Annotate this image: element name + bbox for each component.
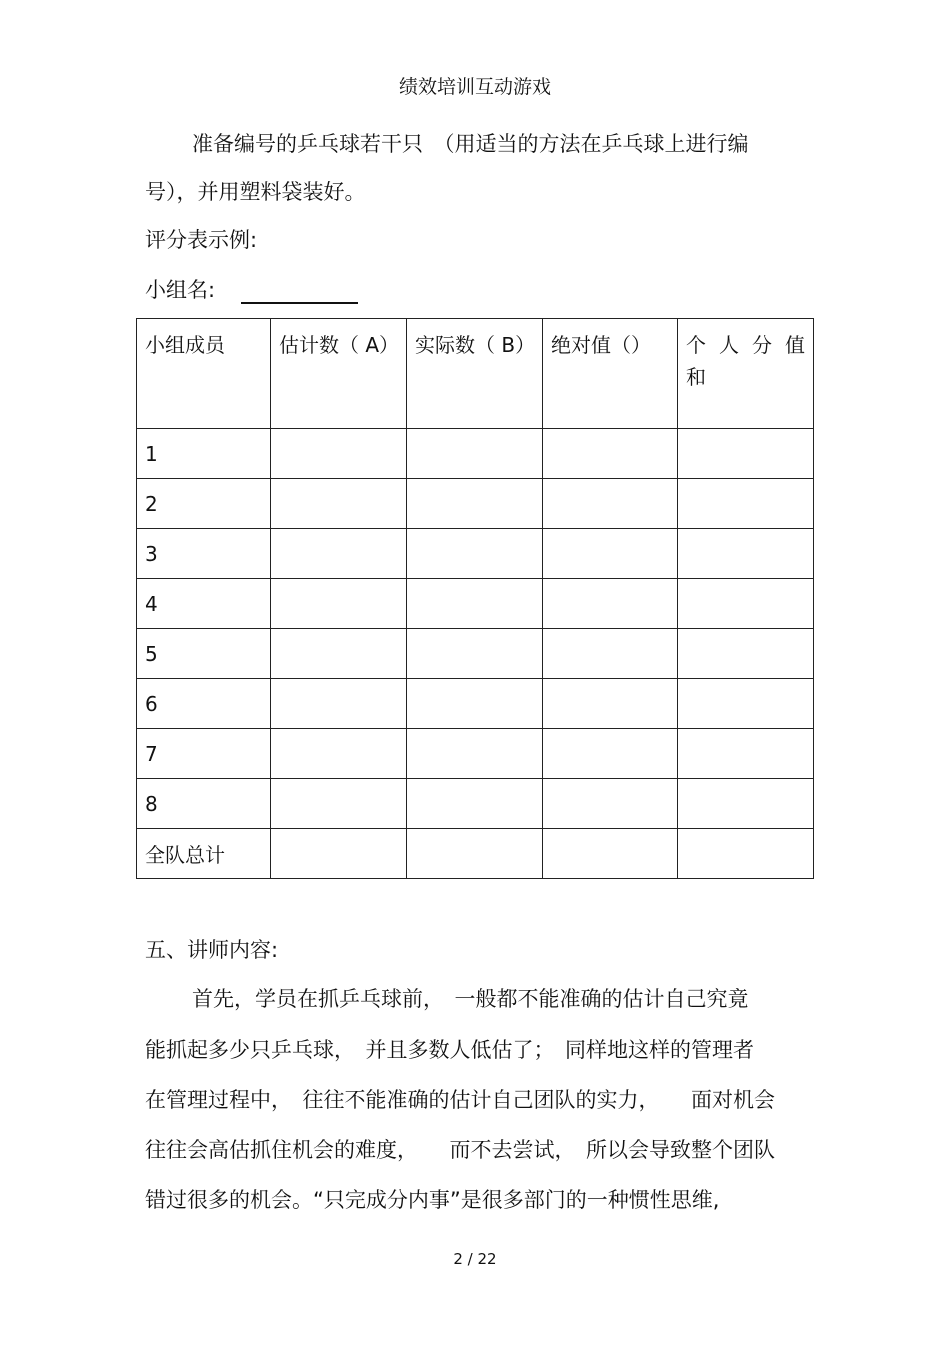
table-row bbox=[137, 679, 814, 729]
table-cell: 8 bbox=[137, 779, 271, 829]
header-cell-score-sum: 个 人 分 值 和 bbox=[678, 319, 814, 429]
header-cell-actual: 实际数（ B） bbox=[407, 319, 543, 429]
table-cell bbox=[407, 629, 543, 679]
table-row bbox=[137, 779, 814, 829]
document-title: 绩效培训互动游戏 bbox=[398, 76, 551, 98]
body-line-3: 在管理过程中， 往往不能准确的估计自己团队的实力， 面对机会 bbox=[145, 1088, 775, 1112]
intro-line-2: 号），并用塑料袋装好。 bbox=[145, 180, 366, 204]
table-row bbox=[137, 529, 814, 579]
table-row bbox=[137, 429, 814, 479]
table-cell: 全队总计 bbox=[137, 829, 271, 879]
table-header-row bbox=[137, 319, 814, 429]
table-cell bbox=[543, 779, 678, 829]
body-line-4: 往往会高估抓住机会的难度， 而不去尝试， 所以会导致整个团队 bbox=[145, 1138, 775, 1162]
group-name-blank bbox=[241, 302, 358, 304]
table-cell bbox=[678, 779, 814, 829]
table-cell bbox=[271, 479, 407, 529]
table-cell bbox=[407, 479, 543, 529]
table-cell bbox=[271, 829, 407, 879]
table-cell bbox=[271, 529, 407, 579]
table-cell bbox=[678, 629, 814, 679]
table-cell bbox=[543, 729, 678, 779]
table-cell: 1 bbox=[137, 429, 271, 479]
table-cell bbox=[543, 579, 678, 629]
table-cell: 2 bbox=[137, 479, 271, 529]
table-cell bbox=[407, 579, 543, 629]
table-cell bbox=[271, 729, 407, 779]
table-cell: 5 bbox=[137, 629, 271, 679]
body-line-1: 首先，学员在抓乒乓球前， 一般都不能准确的估计自己究竟 bbox=[192, 987, 749, 1011]
table-cell bbox=[271, 779, 407, 829]
section-heading: 五、讲师内容: bbox=[145, 938, 279, 962]
table-cell bbox=[271, 579, 407, 629]
intro-line-1: 准备编号的乒乓球若干只 （用适当的方法在乒乓球上进行编 bbox=[192, 132, 749, 156]
table-cell bbox=[678, 829, 814, 879]
table-cell bbox=[678, 429, 814, 479]
table-cell: 7 bbox=[137, 729, 271, 779]
body-line-5: 错过很多的机会。“只完成分内事”是很多部门的一种惯性思维, bbox=[145, 1188, 720, 1212]
table-cell bbox=[543, 479, 678, 529]
table-cell bbox=[678, 579, 814, 629]
table-cell: 3 bbox=[137, 529, 271, 579]
table-cell bbox=[543, 429, 678, 479]
score-table bbox=[136, 318, 814, 879]
table-cell bbox=[407, 729, 543, 779]
table-cell bbox=[543, 679, 678, 729]
table-cell bbox=[678, 729, 814, 779]
header-cell-member: 小组成员 bbox=[137, 319, 271, 429]
table-cell bbox=[271, 429, 407, 479]
table-cell bbox=[678, 479, 814, 529]
table-cell bbox=[407, 779, 543, 829]
score-example-label: 评分表示例: bbox=[145, 228, 258, 252]
table-cell bbox=[407, 529, 543, 579]
page-number: 2 / 22 bbox=[453, 1250, 497, 1268]
group-name-label: 小组名: bbox=[145, 278, 216, 302]
table-row bbox=[137, 629, 814, 679]
table-total-row bbox=[137, 829, 814, 879]
table-cell bbox=[678, 679, 814, 729]
table-cell bbox=[271, 629, 407, 679]
table-cell bbox=[678, 529, 814, 579]
body-line-2: 能抓起多少只乒乓球， 并且多数人低估了； 同样地这样的管理者 bbox=[145, 1038, 754, 1062]
table-row bbox=[137, 579, 814, 629]
table-cell bbox=[543, 629, 678, 679]
table-cell bbox=[543, 829, 678, 879]
table-row bbox=[137, 729, 814, 779]
table-cell bbox=[407, 679, 543, 729]
table-cell: 4 bbox=[137, 579, 271, 629]
table-cell: 6 bbox=[137, 679, 271, 729]
table-cell bbox=[271, 679, 407, 729]
table-cell bbox=[543, 529, 678, 579]
table-cell bbox=[407, 429, 543, 479]
table-cell bbox=[407, 829, 543, 879]
header-cell-absolute: 绝对值（） bbox=[543, 319, 678, 429]
header-cell-estimate: 估计数（ A） bbox=[271, 319, 407, 429]
table-row bbox=[137, 479, 814, 529]
